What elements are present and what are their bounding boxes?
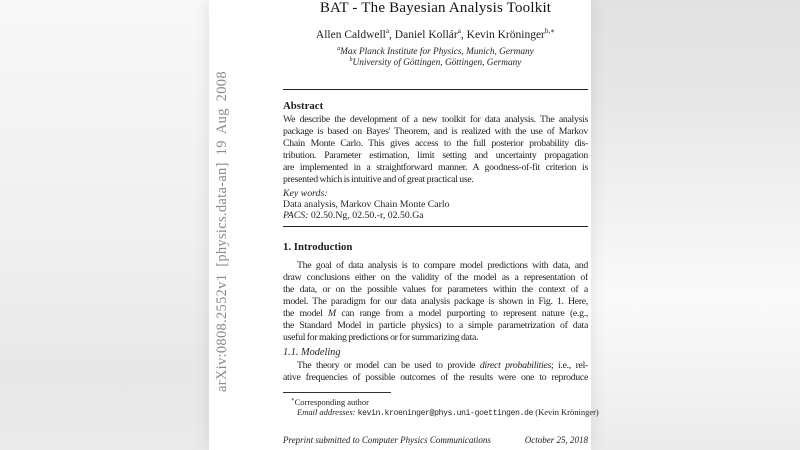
background-right-gradient	[591, 0, 800, 450]
text-segment: ; i.e., rel-	[550, 360, 588, 372]
abstract-heading: Abstract	[283, 100, 324, 112]
text-segment: , Daniel Kollár	[389, 29, 458, 41]
text-segment: Email addresses:	[297, 407, 358, 418]
text-segment: can range from a model purporting to represent nature (e.g.,	[335, 308, 588, 320]
text-line	[283, 360, 588, 372]
text-line: tribution. Parameter estimation, limit setting and uncertainty propagation	[283, 150, 588, 161]
keywords-line: Data analysis, Markov Chain Monte Carlo	[283, 198, 450, 210]
introduction-paragraph	[283, 260, 588, 344]
footer-preprint-note: Preprint submitted to Computer Physics Communications	[283, 435, 491, 445]
text-segment: University of Göttingen, Göttingen, Germany	[352, 57, 522, 68]
superscript: ∗	[291, 397, 295, 404]
subsection-heading-modeling: 1.1. Modeling	[283, 347, 341, 359]
keywords-label: Key words:	[283, 188, 328, 199]
footnote-rule	[283, 392, 391, 393]
superscript: b,∗	[544, 27, 556, 36]
background-left-gradient	[0, 0, 209, 450]
authors-line	[283, 29, 588, 42]
affiliation-line-mpi	[283, 47, 588, 58]
text-segment: direct probabilities	[479, 360, 551, 372]
paper-page	[209, 0, 599, 450]
text-line: model. The paradigm for our data analysis package is shown in Fig. 1. Here,	[283, 296, 588, 308]
footnote-email-line	[297, 407, 599, 419]
page-footer	[283, 435, 588, 445]
text-line: useful for making predictions or for summarizing data.	[283, 332, 479, 344]
arxiv-stamp: arXiv:0808.2552v1 [physics.data-an] 19 Aug 2008	[214, 71, 230, 392]
text-segment: PACS:	[283, 209, 309, 221]
superscript: a	[457, 27, 461, 36]
modeling-paragraph	[283, 360, 588, 384]
footnote-corresponding-author	[291, 397, 588, 407]
text-segment: kevin.kroeninger@phys.uni-goettingen.de	[357, 409, 534, 419]
text-line: are implemented in a straightforward manner. A goodness-of-fit criterion is	[283, 162, 588, 173]
footer-date: October 25, 2018	[524, 435, 588, 445]
text-line: The goal of data analysis is to compare model predictions with data, and	[297, 260, 588, 272]
divider-rule-top	[283, 89, 588, 90]
text-segment: Allen Caldwell	[315, 29, 386, 41]
abstract-paragraph	[283, 114, 588, 186]
text-segment: (Kevin Kröninger)	[533, 407, 599, 418]
text-segment: The theory or model can be used to provide	[297, 360, 480, 372]
text-segment: 02.50.Ng, 02.50.-r, 02.50.Ga	[308, 209, 424, 221]
text-line: ative frequencies of possible outcomes of the results were one to reproduce	[283, 372, 588, 384]
divider-rule-bottom	[283, 226, 588, 227]
superscript: a	[385, 27, 390, 36]
text-line: the data, or on the possible values for parameters within the context of a	[283, 284, 588, 296]
text-line: package is based on Bayes' Theorem, and is realized with the use of Markov	[283, 126, 588, 137]
superscript: b	[349, 56, 353, 63]
text-segment: M	[328, 308, 336, 320]
text-segment: the model	[283, 308, 329, 320]
text-line: draw conclusions either on the validity of the model as a representation of	[283, 272, 588, 284]
text-line: Chain Monte Carlo. This gives access to the full posterior probability dis-	[283, 138, 588, 149]
affiliation-line-goettingen	[283, 58, 588, 69]
text-segment: Corresponding author	[294, 397, 369, 408]
superscript: a	[337, 45, 341, 52]
pacs-line	[283, 211, 588, 222]
text-line	[283, 308, 588, 320]
keywords-block	[283, 189, 588, 221]
text-segment: Max Planck Institute for Physics, Munich, Germany	[340, 47, 534, 57]
text-line: presented which is intuitive and of great practical use.	[283, 174, 474, 185]
text-segment: , Kevin Kröninger	[460, 29, 545, 41]
text-line: the Standard Model in particle physics) to a simple parametrization of data	[283, 320, 588, 332]
affiliations-block	[283, 47, 588, 68]
section-heading-introduction: 1. Introduction	[283, 241, 353, 254]
paper-title: BAT - The Bayesian Analysis Toolkit	[319, 0, 552, 16]
text-line: We describe the development of a new toolkit for data analysis. The analysis	[283, 114, 588, 125]
page-content	[283, 0, 599, 419]
